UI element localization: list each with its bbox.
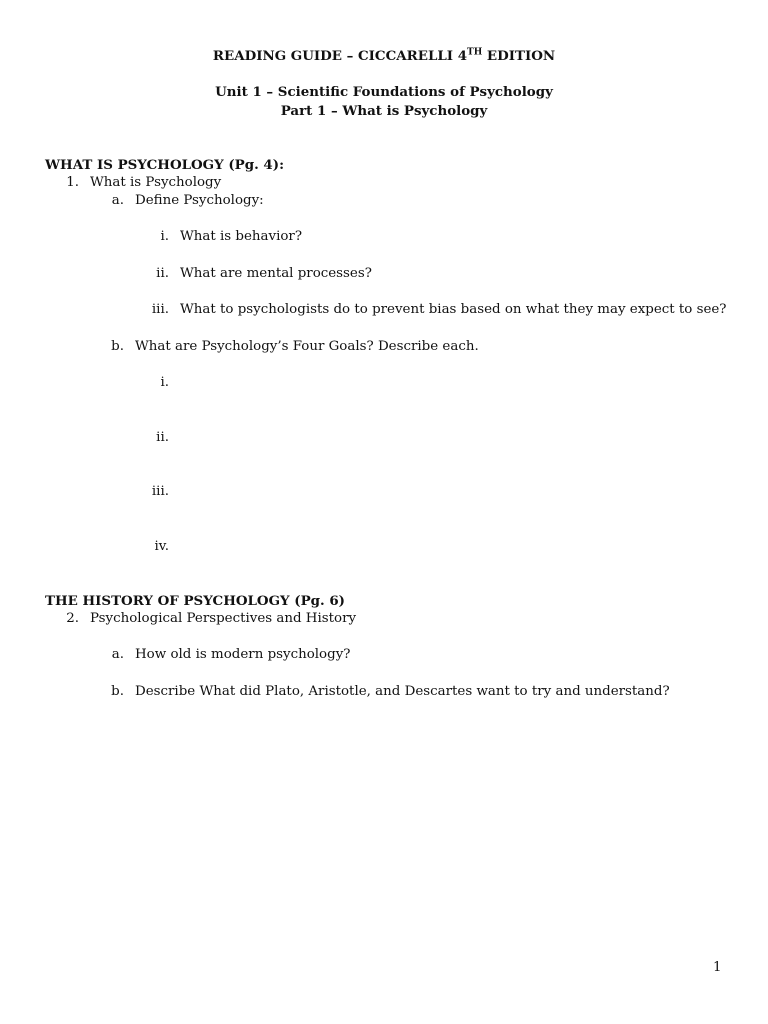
question-text: What is behavior? — [180, 229, 303, 244]
question-text: What are mental processes? — [180, 266, 372, 281]
section-heading-what-is-psychology: WHAT IS PSYCHOLOGY (Pg. 4): — [45, 157, 285, 173]
question-text: What to psychologists do to prevent bias based on what they may expect to see? — [180, 302, 727, 317]
subitem-text: Describe What did Plato, Aristotle, and Descartes want to try and understand? — [135, 684, 670, 699]
title-superscript: TH — [467, 47, 483, 58]
subitem-text: How old is modern psychology? — [135, 647, 351, 662]
goal-number: iv. — [154, 539, 169, 554]
subitem-letter: b. — [111, 684, 124, 699]
subitem-letter: b. — [111, 339, 124, 354]
subitem-letter: a. — [111, 647, 124, 662]
item-text: What is Psychology — [90, 175, 222, 190]
subitem-text: What are Psychology’s Four Goals? Describe each. — [135, 339, 479, 354]
roman-number: ii. — [156, 266, 169, 281]
part-title: Part 1 – What is Psychology — [280, 103, 488, 119]
section-heading-history: THE HISTORY OF PSYCHOLOGY (Pg. 6) — [45, 593, 345, 609]
title-suffix: EDITION — [482, 48, 556, 64]
roman-number: i. — [160, 229, 169, 244]
subitem-letter: a. — [111, 193, 124, 208]
item-number: 1. — [66, 175, 79, 190]
goal-number: i. — [160, 375, 169, 390]
goal-number: ii. — [156, 430, 169, 445]
roman-number: iii. — [151, 302, 169, 317]
item-text: Psychological Perspectives and History — [90, 611, 357, 626]
item-number: 2. — [66, 611, 79, 626]
document-title — [0, 47, 768, 65]
title-text: READING GUIDE – CICCARELLI 4 — [212, 48, 468, 64]
goal-number: iii. — [151, 484, 169, 499]
unit-title: Unit 1 – Scientific Foundations of Psychology — [215, 84, 553, 100]
subitem-text: Define Psychology: — [135, 193, 264, 208]
page-number: 1 — [713, 960, 722, 975]
